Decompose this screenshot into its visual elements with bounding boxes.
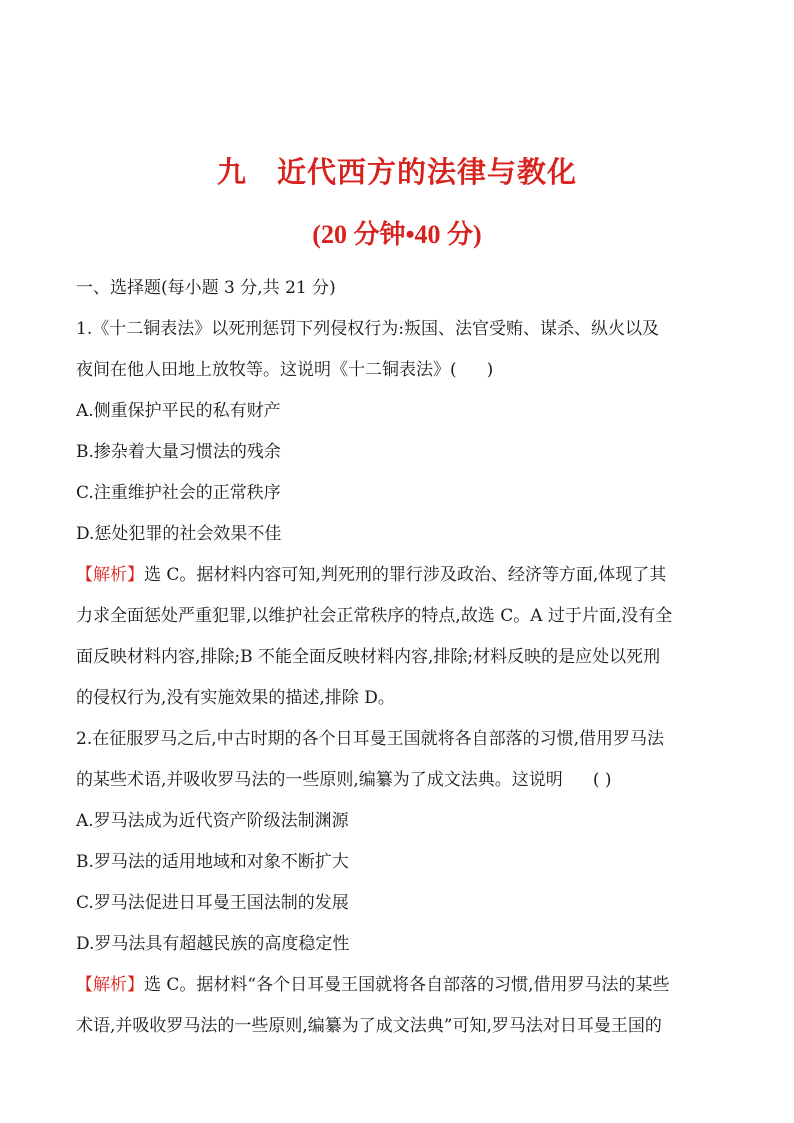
question-1-option-c: C.注重维护社会的正常秩序 [76, 483, 281, 503]
question-1-stem-line-1: 1.《十二铜表法》以死刑惩罚下列侵权行为:叛国、法官受贿、谋杀、纵火以及 [76, 319, 659, 339]
question-1-stem-text: 夜间在他人田地上放牧等。这说明《十二铜表法》( [76, 360, 457, 380]
question-2-option-d: D.罗马法具有超越民族的高度稳定性 [76, 934, 350, 954]
question-1-stem-line-2 [76, 350, 726, 391]
question-1-paren-close: ) [486, 360, 494, 380]
question-2-analysis-line-2: 术语,并吸收罗马法的一些原则,编纂为了成文法典”可知,罗马法对日耳曼王国的 [76, 1016, 662, 1036]
analysis-tag: 【解析】 [76, 975, 144, 995]
question-2-stem-line-2 [76, 760, 726, 801]
question-2-analysis-line-1 [76, 965, 726, 1006]
chapter-title: 近代西方的法律与教化 [277, 155, 578, 189]
question-2-answer-paren: ( ) [592, 770, 612, 790]
question-1-analysis-line-1 [76, 555, 726, 596]
question-2-stem-line-1: 2.在征服罗马之后,中古时期的各个日耳曼王国就将各自部落的习惯,借用罗马法 [76, 729, 665, 749]
chapter-number: 九 [216, 155, 247, 189]
question-2-stem-text: 的某些术语,并吸收罗马法的一些原则,编纂为了成文法典。这说明 [76, 770, 563, 790]
question-2-option-a: A.罗马法成为近代资产阶级法制渊源 [76, 811, 349, 831]
question-1-option-b: B.掺杂着大量习惯法的残余 [76, 442, 281, 462]
page-title [0, 150, 794, 191]
question-1-option-a: A.侧重保护平民的私有财产 [76, 401, 281, 421]
document-body [76, 268, 726, 1047]
time-score-subtitle: (20 分钟•40 分) [312, 220, 482, 249]
question-2-option-c: C.罗马法促进日耳曼王国法制的发展 [76, 893, 349, 913]
question-1-analysis-line-2: 力求全面惩处严重犯罪,以维护社会正常秩序的特点,故选 C。A 过于片面,没有全 [76, 606, 673, 626]
question-2-option-b: B.罗马法的适用地域和对象不断扩大 [76, 852, 349, 872]
section-heading: 一、选择题(每小题 3 分,共 21 分) [76, 278, 336, 298]
question-1-analysis-line-4: 的侵权行为,没有实施效果的描述,排除 D。 [76, 688, 395, 708]
question-1-analysis-line-3: 面反映材料内容,排除;B 不能全面反映材料内容,排除;材料反映的是应处以死刑 [76, 647, 661, 667]
question-1-option-d: D.惩处犯罪的社会效果不佳 [76, 524, 282, 544]
analysis-text: 选 C。据材料内容可知,判死刑的罪行涉及政治、经济等方面,体现了其 [144, 565, 667, 585]
analysis-tag: 【解析】 [76, 565, 144, 585]
analysis-text: 选 C。据材料“各个日耳曼王国就将各自部落的习惯,借用罗马法的某些 [144, 975, 670, 995]
